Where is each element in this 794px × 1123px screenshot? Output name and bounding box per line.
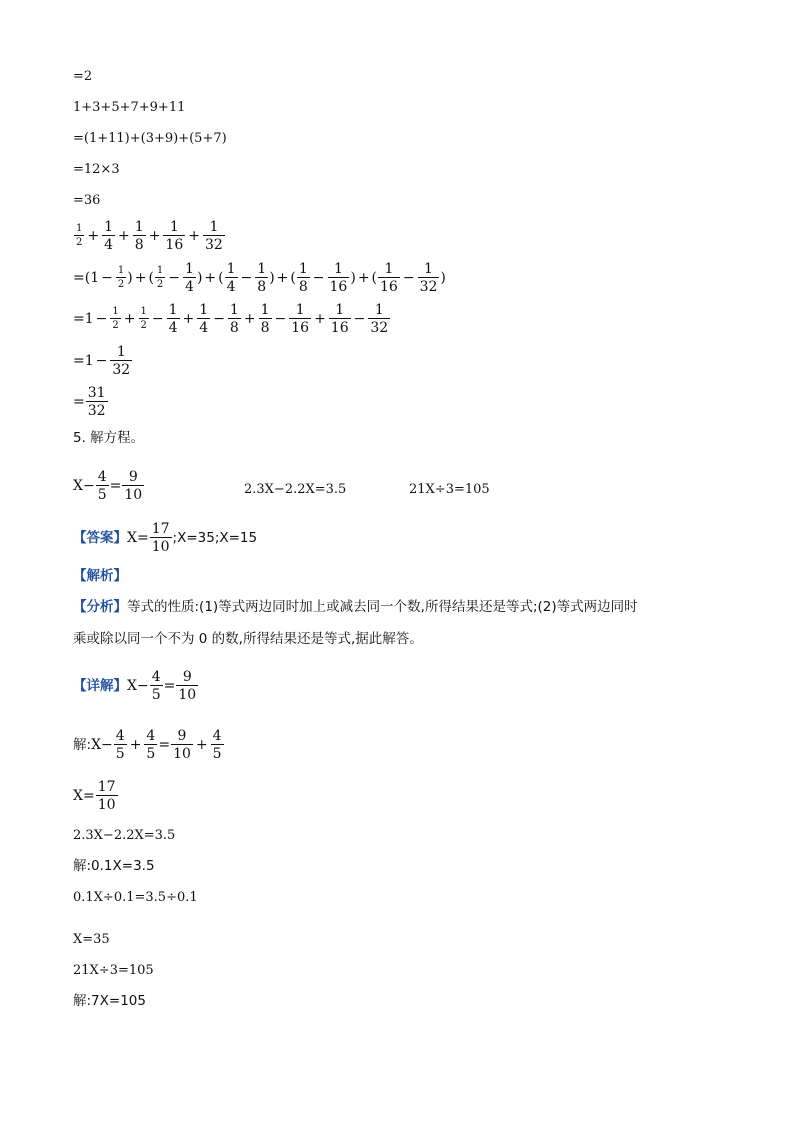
detail-tag: 【详解】 (73, 678, 127, 694)
solution-step-1: 解:X− $\frac{4}{5}$ + $\frac{4}{5}$ = $\frac{9}{10}$ + $\frac{4}{5}$ (73, 728, 222, 762)
fraction-simplified-line: =1 − $\frac{1}{32}$ (73, 344, 131, 378)
answer-line: 【答案】X= $\frac{17}{10}$ ;X=35;X=15 (73, 521, 258, 555)
solution-step-7: 21X÷3=105 (73, 963, 154, 978)
fraction: $\frac{1}{32}$ (204, 219, 223, 253)
fraction: $\frac{1}{4}$ (104, 219, 114, 253)
equation-1: X− $\frac{4}{5}$ = $\frac{9}{10}$ (73, 469, 143, 503)
line-odd-sum: 1+3+5+7+9+11 (73, 100, 186, 115)
fraction-difference-line: =(1 − $\frac{1}{2}$ ) + ( $\frac{1}{2}$ − $\frac{1}{4}$ ) + ( $\frac{1}{4}$ − $\frac{1}{8}$ ) + ( $\frac{1}{8}$ − $\frac{1}{16}$ ) + ( $\frac{1}{16}$ − $\frac{1}{32}$ ) (73, 261, 446, 295)
fraction-expanded-line: =1 − $\frac{1}{2}$ + $\frac{1}{2}$ − $\frac{1}{4}$ + $\frac{1}{4}$ − $\frac{1}{8}$ + $\frac{1}{8}$ − $\frac{1}{16}$ + $\frac{1}{16}$ − $\frac{1}{32}$ (73, 302, 389, 336)
line-equals-36: =36 (73, 193, 101, 208)
solution-step-6: X=35 (73, 932, 110, 947)
solution-step-8: 解:7X=105 (73, 993, 146, 1009)
analysis-paragraph-line-1: 【分析】等式的性质:(1)等式两边同时加上或减去同一个数,所得结果还是等式;(2)等式两边同时 (73, 599, 638, 615)
detail-line: 【详解】X− $\frac{4}{5}$ = $\frac{9}{10}$ (73, 669, 197, 703)
solution-step-3: 2.3X−2.2X=3.5 (73, 828, 176, 843)
line-product: =12×3 (73, 162, 120, 177)
solution-step-5: 0.1X÷0.1=3.5÷0.1 (73, 890, 198, 905)
fraction-sum-line: $\frac{1}{2}$ + $\frac{1}{4}$ + $\frac{1}{8}$ + $\frac{1}{16}$ + $\frac{1}{32}$ (76, 219, 223, 253)
equation-2: 2.3X−2.2X=3.5 (244, 482, 347, 497)
solution-step-2: X= $\frac{17}{10}$ (73, 779, 116, 813)
analysis-tag: 【解析】 (73, 568, 127, 584)
line-equals-2: =2 (73, 69, 93, 84)
fraction-result-line: = $\frac{31}{32}$ (73, 385, 106, 419)
equation-3: 21X÷3=105 (409, 482, 490, 497)
fraction: $\frac{1}{8}$ (134, 219, 144, 253)
solution-step-4: 解:0.1X=3.5 (73, 858, 155, 874)
analysis-paragraph-line-2: 乘或除以同一个不为 0 的数,所得结果还是等式,据此解答。 (73, 631, 423, 647)
line-grouping: =(1+11)+(3+9)+(5+7) (73, 131, 227, 146)
fenxi-tag: 【分析】 (73, 599, 127, 615)
fraction: $\frac{1}{2}$ (76, 223, 83, 248)
fraction: $\frac{1}{16}$ (165, 219, 184, 253)
answer-tag: 【答案】 (73, 530, 127, 546)
question-5-heading: 5. 解方程。 (73, 430, 145, 446)
